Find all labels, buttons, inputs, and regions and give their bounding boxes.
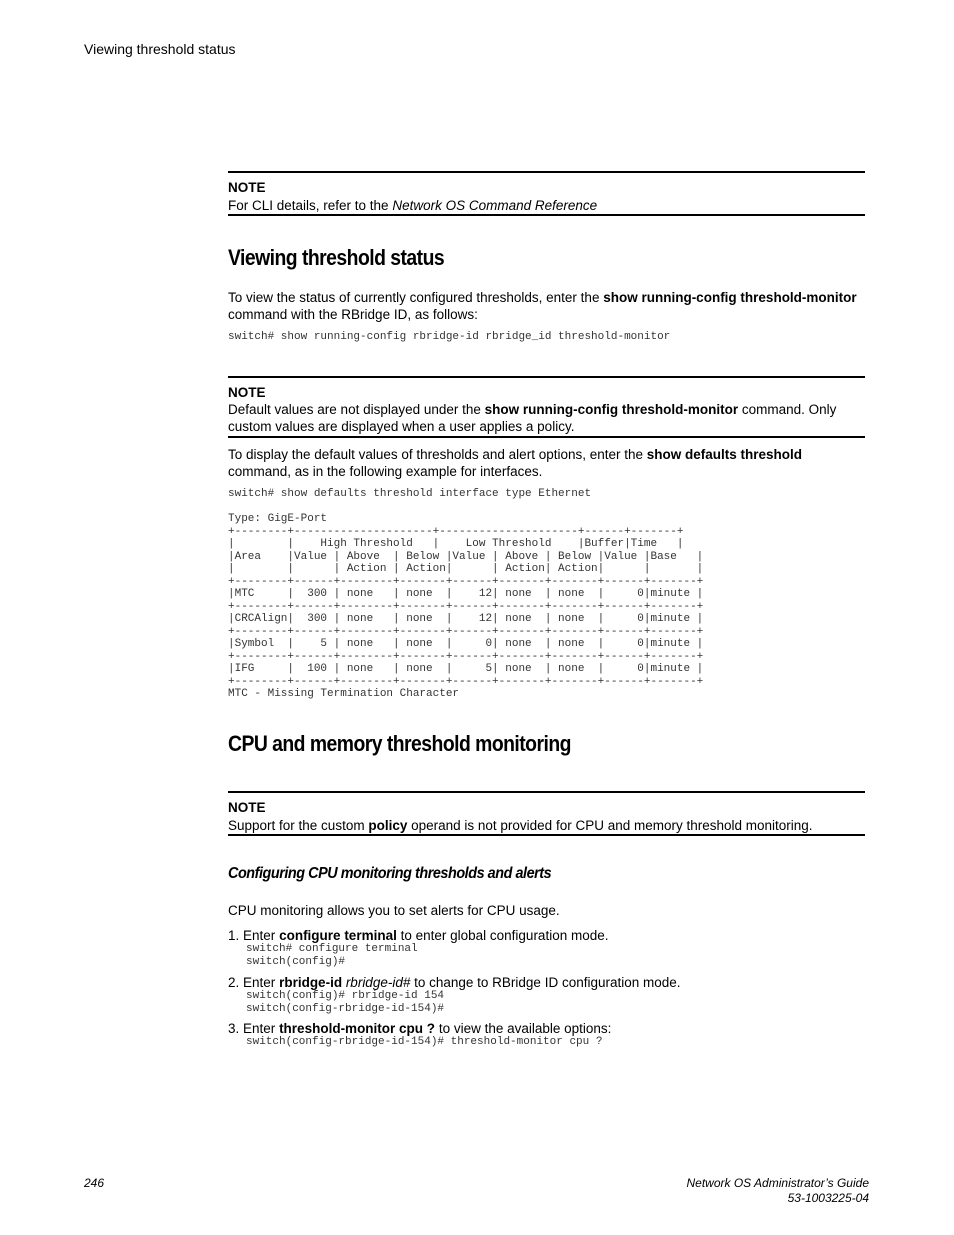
note-top-rule bbox=[228, 376, 865, 378]
note-bottom-rule bbox=[228, 214, 865, 216]
output-line: |Symbol | 5 | none | none | 0| none | none | 0|minute | bbox=[228, 638, 704, 650]
note-top-rule bbox=[228, 171, 865, 173]
command-name: show defaults threshold bbox=[646, 447, 803, 462]
command-name: show running-config threshold-monitor bbox=[484, 402, 739, 417]
output-line: +--------+------+--------+-------+------+-------+-------+------+-------+ bbox=[228, 625, 704, 638]
note-bottom-rule bbox=[228, 436, 865, 438]
output-line: +--------+------+--------+-------+------+-------+-------+------+-------+ bbox=[228, 675, 704, 688]
output-line: MTC - Missing Termination Character bbox=[228, 688, 460, 700]
output-line: +--------+------+--------+-------+------+-------+-------+------+-------+ bbox=[228, 650, 704, 663]
note-bottom-rule bbox=[228, 834, 865, 836]
page-number: 246 bbox=[84, 1176, 105, 1190]
example-output-table bbox=[228, 513, 703, 701]
output-line: +--------+------+--------+-------+------+-------+-------+------+-------+ bbox=[228, 575, 704, 588]
step-code: switch(config)# rbridge-id 154 switch(config-rbridge-id-154)# bbox=[246, 990, 445, 1015]
document-number: 53-1003225-04 bbox=[787, 1191, 869, 1205]
note-top-rule bbox=[228, 791, 865, 793]
output-line: | | | Action | Action| | Action| Action| | | bbox=[228, 563, 704, 575]
paragraph: To display the default values of thresholds and alert options, enter the show defaults threshold command, as in the following example for interfaces. bbox=[228, 447, 803, 479]
step-item: 2. Enter rbridge-id rbridge-id# to change to RBridge ID configuration mode. bbox=[228, 975, 681, 990]
running-header: Viewing threshold status bbox=[84, 41, 236, 57]
output-line: |MTC | 300 | none | none | 12| none | none | 0|minute | bbox=[228, 588, 704, 600]
step-code: switch# configure terminal switch(config)# bbox=[246, 943, 418, 968]
output-line: +--------+------+--------+-------+------+-------+-------+------+-------+ bbox=[228, 600, 704, 613]
step-item: 1. Enter configure terminal to enter global configuration mode. bbox=[228, 928, 609, 943]
note-label: NOTE bbox=[228, 180, 266, 195]
output-line: |CRCAlign| 300 | none | none | 12| none | none | 0|minute | bbox=[228, 613, 704, 625]
output-line: +--------+---------------------+---------------------+------+-------+ bbox=[228, 525, 684, 538]
step-code: switch(config-rbridge-id-154)# threshold-monitor cpu ? bbox=[246, 1036, 603, 1048]
command-name: show running-config threshold-monitor bbox=[603, 290, 857, 305]
paragraph: To view the status of currently configured thresholds, enter the show running-config threshold-monitor command with the RBridge ID, as follows: bbox=[228, 290, 857, 322]
note-text: Default values are not displayed under the show running-config threshold-monitor command. Only custom values are displayed when a user applies a policy. bbox=[228, 402, 837, 434]
reference-title: Network OS Command Reference bbox=[392, 198, 598, 213]
output-line: |IFG | 100 | none | none | 5| none | none | 0|minute | bbox=[228, 663, 704, 675]
document-title: Network OS Administrator’s Guide bbox=[686, 1176, 869, 1190]
command-syntax: switch# show running-config rbridge-id rbridge_id threshold-monitor bbox=[228, 331, 671, 343]
section-heading: Viewing threshold status bbox=[228, 245, 445, 270]
output-line: Type: GigE-Port bbox=[228, 513, 328, 525]
paragraph: CPU monitoring allows you to set alerts for CPU usage. bbox=[228, 903, 560, 918]
step-item: 3. Enter threshold-monitor cpu ? to view the available options: bbox=[228, 1021, 612, 1036]
note-label: NOTE bbox=[228, 385, 266, 400]
note-label: NOTE bbox=[228, 800, 266, 815]
example-command: switch# show defaults threshold interface type Ethernet bbox=[228, 488, 592, 500]
output-line: |Area |Value | Above | Below |Value | Above | Below |Value |Base | bbox=[228, 550, 704, 563]
output-line: | | High Threshold | Low Threshold |Buffer|Time | bbox=[228, 538, 684, 550]
note-text: Support for the custom policy operand is not provided for CPU and memory threshold monitoring. bbox=[228, 818, 813, 833]
section-heading: CPU and memory threshold monitoring bbox=[228, 731, 571, 756]
subsection-heading: Configuring CPU monitoring thresholds and alerts bbox=[228, 865, 552, 882]
operand-name: policy bbox=[368, 818, 408, 833]
note-text: For CLI details, refer to the Network OS Command Reference bbox=[228, 198, 598, 213]
